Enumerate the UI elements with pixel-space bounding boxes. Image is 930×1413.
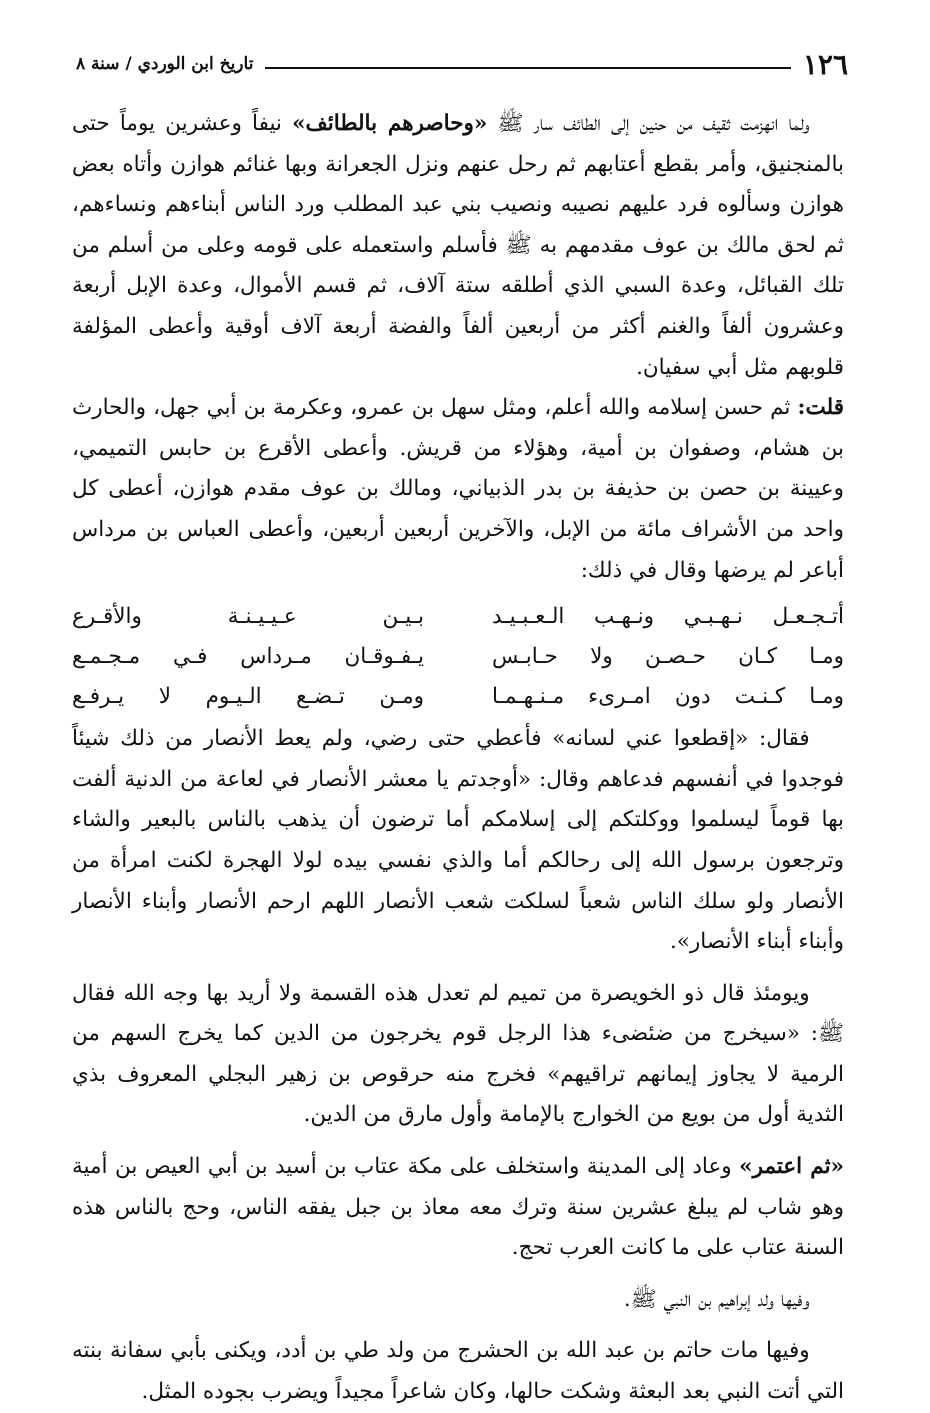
verse-line [72, 677, 844, 717]
paragraph-ansar [72, 719, 844, 963]
bold-heading: قلت: [797, 395, 844, 421]
paragraph-ibrahim [72, 1280, 844, 1321]
verse-first-hemistich: ومـا كـان حـصـن ولا حـابـس [492, 644, 844, 670]
text-segment: ثم حسن إسلامه والله أعلم، ومثل سهل بن عمرو، وعكرمة بن أبي جهل، والحارث بن هشام، وصفوان بن أمية، وهؤلاء من قريش. وأعطى الأقرع بن حابس التميمي، وعيينة بن حصن بن حذيفة بن بدر الذبياني، ومالك بن عوف مقدم هوازن، أعطى كل واحد من الأشراف مائة من الإبل، والآخرين أربعين أربعين، وأعطى العباس بن مرداس أباعر لم يرضها وقال في ذلك: [72, 395, 844, 583]
verse-second-hemistich: يـفـوقـان مـرداس فـي مـجـمـع [72, 644, 424, 670]
text-segment: وعاد إلى المدينة واستخلف على مكة عتاب بن أسيد بن أبي العيص بن أمية وهو شاب لم يبلغ عشرين سنة وترك معه معاذ بن جبل يفقه الناس، وحج بالناس هذه السنة عتاب على ما كانت العرب تحج. [72, 1154, 844, 1261]
running-title: تاريخ ابن الوردي / سنة ٨ [76, 54, 254, 74]
bold-heading: «ثم اعتمر» [739, 1154, 844, 1180]
poem-verses [72, 597, 844, 717]
page-header [76, 44, 848, 84]
verse-first-hemistich: أتـجـعـل نـهـبـي ونـهـب الـعـبـيـد [492, 604, 844, 630]
header-rule [265, 67, 790, 69]
paragraph-hatim [72, 1331, 844, 1412]
page-body [72, 104, 844, 1413]
page-number: ١٢٦ [802, 47, 848, 81]
text-segment: فقال: «إقطعوا عني لسانه» فأعطي حتى رضي، ولم يعط الأنصار من ذلك شيئاً فوجدوا في أنفسهم فدعاهم وقال: «أوجدتم يا معشر الأنصار في لعاعة من الدنية ألفت بها قوماً ليسلموا ووكلتكم إلى إسلامكم أما ترضون أن يذهب بالناس بالبعير والشاء وترجعون برسول الله إلى رحالكم أما والذي نفسي بيده لولا الهجرة لكنت امرأة من الأنصار ولو سلك الناس شعباً لسلكت شعب الأنصار اللهم ارحم الأنصار وأبناء الأنصار وأبناء أبناء الأنصار». [72, 726, 844, 955]
paragraph-qultu [72, 388, 844, 591]
text-segment: ولما انهزمت ثقيف من حنين إلى الطائف سار ﷺ [487, 111, 810, 136]
text-segment: نيفاً وعشرين يوماً حتى بالمنجنيق، وأمر بقطع أعتابهم ثم رحل عنهم ونزل الجعرانة وبها غنائم هوازن وأتاه بعض هوازن وسألوه فرد عليهم نصيبه ونصيب بني عبد المطلب ورد الناس أبناءهم ونساءهم، ثم لحق مالك بن عوف مقدمهم به ﷺ فأسلم واستعمله على قومه وعلى من أسلم من تلك القبائل، وعدة السبي الذي أطلقه ستة آلاف، ثم قسم الأموال، وعدة الإبل أربعة وعشرون ألفاً والغنم أكثر من أربعين ألفاً والفضة أربعة آلاف أوقية وأعطى المؤلفة قلوبهم مثل أبي سفيان. [72, 111, 844, 380]
text-segment: وفيها مات حاتم بن عبد الله بن الحشرج من ولد طي بن أدد، ويكنى بأبي سفانة بنته التي أتت النبي بعد البعثة وشكت حالها، وكان شاعراً مجيداً ويضرب بجوده المثل. [72, 1338, 844, 1405]
paragraph-siege-taif [72, 104, 844, 388]
verse-first-hemistich: ومـا كـنـت دون امـرىء مـنـهـمـا [492, 684, 844, 710]
paragraph-khuwaysira [72, 974, 844, 1136]
text-segment: وفيها ولد إبراهيم بن النبي ﷺ. [623, 1286, 810, 1312]
text-segment: ويومئذ قال ذو الخويصرة من تميم لم تعدل هذه القسمة ولا أريد بها وجه الله فقال ﷺ: «سيخرج من ضئضىء هذا الرجل قوم يخرجون من الدين كما يخرج السهم من الرمية لا يجاوز إيمانهم تراقيهم» فخرج منه حرقوص بن زهير البجلي المعروف بذي الثدية أول من بويع من الخوارج بالإمامة وأول مارق من الدين. [72, 980, 844, 1128]
bold-heading: «وحاصرهم بالطائف» [292, 111, 488, 136]
verse-line [72, 637, 844, 677]
verse-second-hemistich: بـيـن عـيـيـنـة والأقـرع [72, 604, 424, 630]
verse-line [72, 597, 844, 637]
verse-second-hemistich: ومـن تـضـع الـيـوم لا يـرفـع [72, 684, 424, 710]
paragraph-umra [72, 1147, 844, 1269]
